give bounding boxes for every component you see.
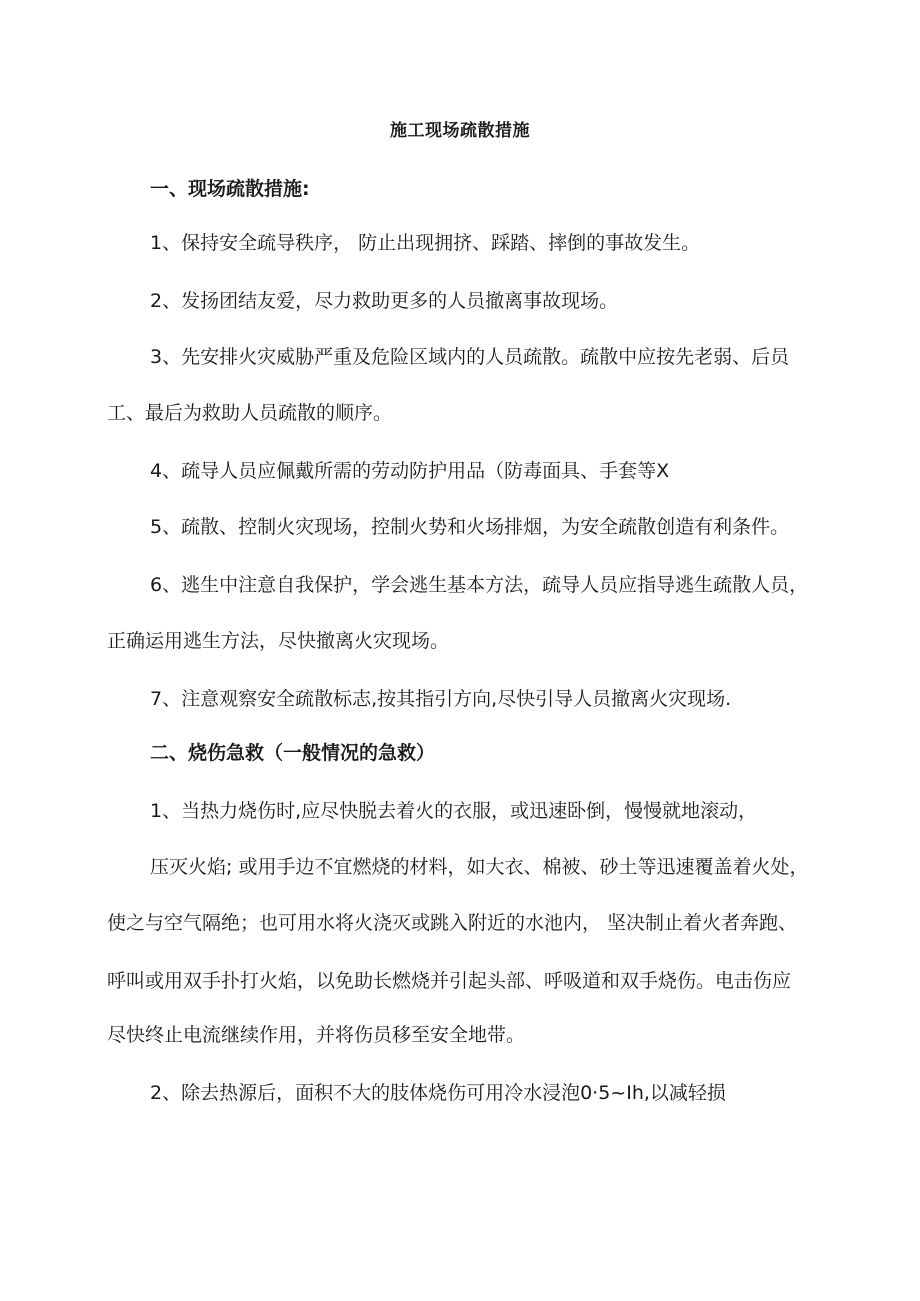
paragraph-line: 2、发扬团结友爱，尽力救助更多的人员撤离事故现场。 bbox=[150, 290, 619, 312]
paragraph-line: 使之与空气隔绝；也可用水将火浇灭或跳入附近的水池内， 坚决制止着火者奔跑、 bbox=[107, 912, 798, 934]
paragraph-line: 3、先安排火灾威胁严重及危险区域内的人员疏散。疏散中应按先老弱、后员 bbox=[150, 346, 790, 368]
paragraph-line: 4、疏导人员应佩戴所需的劳动防护用品（防毒面具、手套等X bbox=[150, 460, 670, 482]
paragraph-line: 工、最后为救助人员疏散的顺序。 bbox=[107, 402, 393, 424]
paragraph-line: 尽快终止电流继续作用，并将伤员移至安全地带。 bbox=[107, 1024, 526, 1046]
paragraph-line: 7、注意观察安全疏散标志,按其指引方向,尽快引导人员撤离火灾现场. bbox=[150, 688, 732, 710]
section-heading: 二、烧伤急救（一般情况的急救） bbox=[150, 742, 436, 764]
document-title: 施工现场疏散措施 bbox=[390, 121, 530, 141]
section-heading: 一、现场疏散措施: bbox=[150, 178, 310, 200]
paragraph-line: 5、疏散、控制火灾现场，控制火势和火场排烟，为安全疏散创造有利条件。 bbox=[150, 516, 790, 538]
paragraph-line: 1、当热力烧伤时,应尽快脱去着火的衣服，或迅速卧倒，慢慢就地滚动， bbox=[150, 800, 758, 822]
paragraph-line: 呼叫或用双手扑打火焰，以免助长燃烧并引起头部、呼吸道和双手烧伤。电击伤应 bbox=[107, 970, 792, 992]
paragraph-line: 2、除去热源后，面积不大的肢体烧伤可用冷水浸泡0·5~Ih,以减轻损 bbox=[150, 1082, 726, 1104]
paragraph-line: 压灭火焰; 或用手边不宜燃烧的材料，如大衣、棉被、砂土等迅速覆盖着火处， bbox=[150, 856, 809, 878]
paragraph-line: 正确运用逃生方法，尽快撤离火灾现场。 bbox=[107, 630, 450, 652]
paragraph-line: 6、逃生中注意自我保护，学会逃生基本方法，疏导人员应指导逃生疏散人员， bbox=[150, 574, 809, 596]
paragraph-line: 1、保持安全疏导秩序， 防止出现拥挤、踩踏、摔倒的事故发生。 bbox=[150, 232, 701, 254]
